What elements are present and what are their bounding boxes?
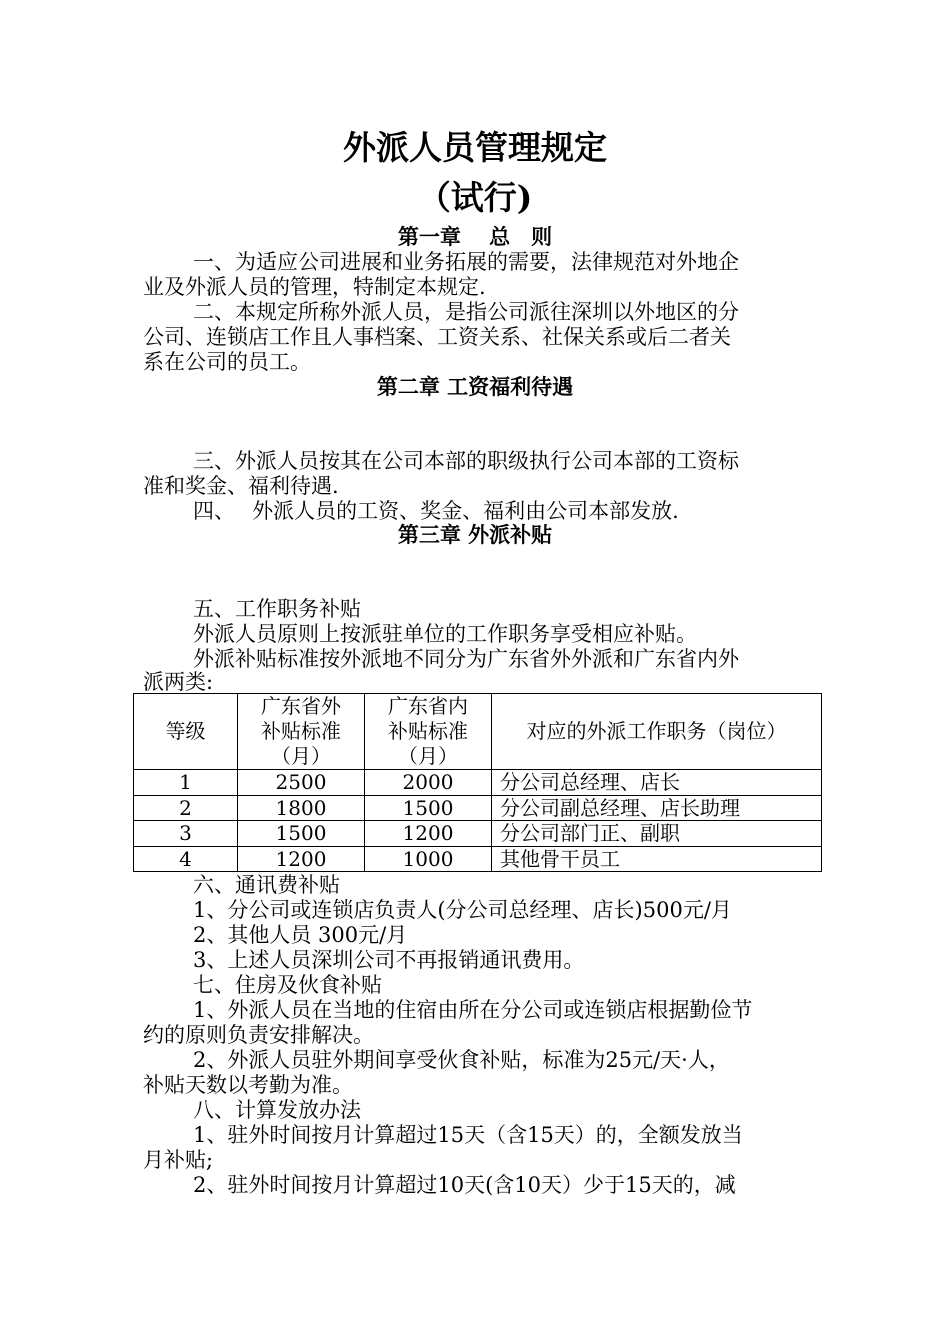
table-cell: 2 bbox=[134, 795, 238, 821]
table-cell: 分公司部门正、副职 bbox=[492, 821, 822, 847]
chapter-1-heading: 第一章 总 则 bbox=[397, 224, 553, 249]
paragraph-line: 四、 外派人员的工资、奖金、福利由公司本部发放. bbox=[193, 499, 679, 523]
table-cell: 4 bbox=[134, 846, 238, 872]
table-cell: 1000 bbox=[365, 846, 492, 872]
document-title: 外派人员管理规定 bbox=[343, 128, 607, 167]
table-cell: 分公司总经理、店长 bbox=[492, 770, 822, 796]
paragraph-line: 约的原则负责安排解决。 bbox=[143, 1023, 374, 1047]
table-header-row bbox=[134, 694, 822, 770]
table-row bbox=[134, 846, 822, 872]
chapter-3-heading: 第三章 外派补贴 bbox=[397, 522, 553, 547]
paragraph-line: 派两类: bbox=[143, 670, 214, 694]
table-cell: 分公司副总经理、店长助理 bbox=[492, 795, 822, 821]
paragraph-line: 1、外派人员在当地的住宿由所在分公司或连锁店根据勤俭节 bbox=[193, 998, 753, 1022]
paragraph-line: 3、上述人员深圳公司不再报销通讯费用。 bbox=[193, 948, 585, 972]
table-header-cell: 广东省外 补贴标准 （月） bbox=[238, 694, 365, 770]
table-row bbox=[134, 821, 822, 847]
section-heading: 六、通讯费补贴 bbox=[193, 873, 340, 897]
paragraph-line: 1、分公司或连锁店负责人(分公司总经理、店长)500元/月 bbox=[193, 898, 732, 922]
paragraph-line: 1、驻外时间按月计算超过15天（含15天）的，全额发放当 bbox=[193, 1123, 743, 1147]
table-cell: 1800 bbox=[238, 795, 365, 821]
table-cell: 1200 bbox=[238, 846, 365, 872]
section-heading: 七、住房及伙食补贴 bbox=[193, 973, 382, 997]
table-header-cell: 对应的外派工作职务（岗位） bbox=[492, 694, 822, 770]
paragraph-line: 业及外派人员的管理，特制定本规定. bbox=[143, 275, 486, 299]
paragraph-line: 三、外派人员按其在公司本部的职级执行公司本部的工资标 bbox=[193, 449, 739, 473]
document-subtitle: （试行) bbox=[417, 178, 533, 217]
paragraph-line: 2、驻外时间按月计算超过10天(含10天）少于15天的，减 bbox=[193, 1173, 736, 1197]
table-header-cell: 等级 bbox=[134, 694, 238, 770]
table-cell: 1 bbox=[134, 770, 238, 796]
allowance-table bbox=[133, 693, 822, 872]
table-cell: 3 bbox=[134, 821, 238, 847]
table-cell: 2500 bbox=[238, 770, 365, 796]
paragraph-line: 月补贴; bbox=[143, 1148, 214, 1172]
table-cell: 1500 bbox=[365, 795, 492, 821]
chapter-2-heading: 第二章 工资福利待遇 bbox=[376, 374, 574, 399]
paragraph-line: 二、本规定所称外派人员，是指公司派往深圳以外地区的分 bbox=[193, 300, 739, 324]
paragraph-line: 公司、连锁店工作且人事档案、工资关系、社保关系或后二者关 bbox=[143, 325, 731, 349]
section-heading: 五、工作职务补贴 bbox=[193, 597, 361, 621]
paragraph-line: 一、为适应公司进展和业务拓展的需要，法律规范对外地企 bbox=[193, 250, 739, 274]
table-row bbox=[134, 770, 822, 796]
table-cell: 2000 bbox=[365, 770, 492, 796]
paragraph-line: 系在公司的员工。 bbox=[143, 350, 311, 374]
paragraph-line: 外派补贴标准按外派地不同分为广东省外外派和广东省内外 bbox=[193, 647, 739, 671]
table-header-cell: 广东省内 补贴标准 （月） bbox=[365, 694, 492, 770]
paragraph-line: 外派人员原则上按派驻单位的工作职务享受相应补贴。 bbox=[193, 622, 697, 646]
paragraph-line: 2、外派人员驻外期间享受伙食补贴，标准为25元/天·人， bbox=[193, 1048, 730, 1072]
table-cell: 1200 bbox=[365, 821, 492, 847]
table-cell: 1500 bbox=[238, 821, 365, 847]
paragraph-line: 补贴天数以考勤为准。 bbox=[143, 1073, 353, 1097]
section-heading: 八、计算发放办法 bbox=[193, 1098, 361, 1122]
paragraph-line: 2、其他人员 300元/月 bbox=[193, 923, 408, 947]
paragraph-line: 准和奖金、福利待遇. bbox=[143, 474, 339, 498]
table-cell: 其他骨干员工 bbox=[492, 846, 822, 872]
table-row bbox=[134, 795, 822, 821]
